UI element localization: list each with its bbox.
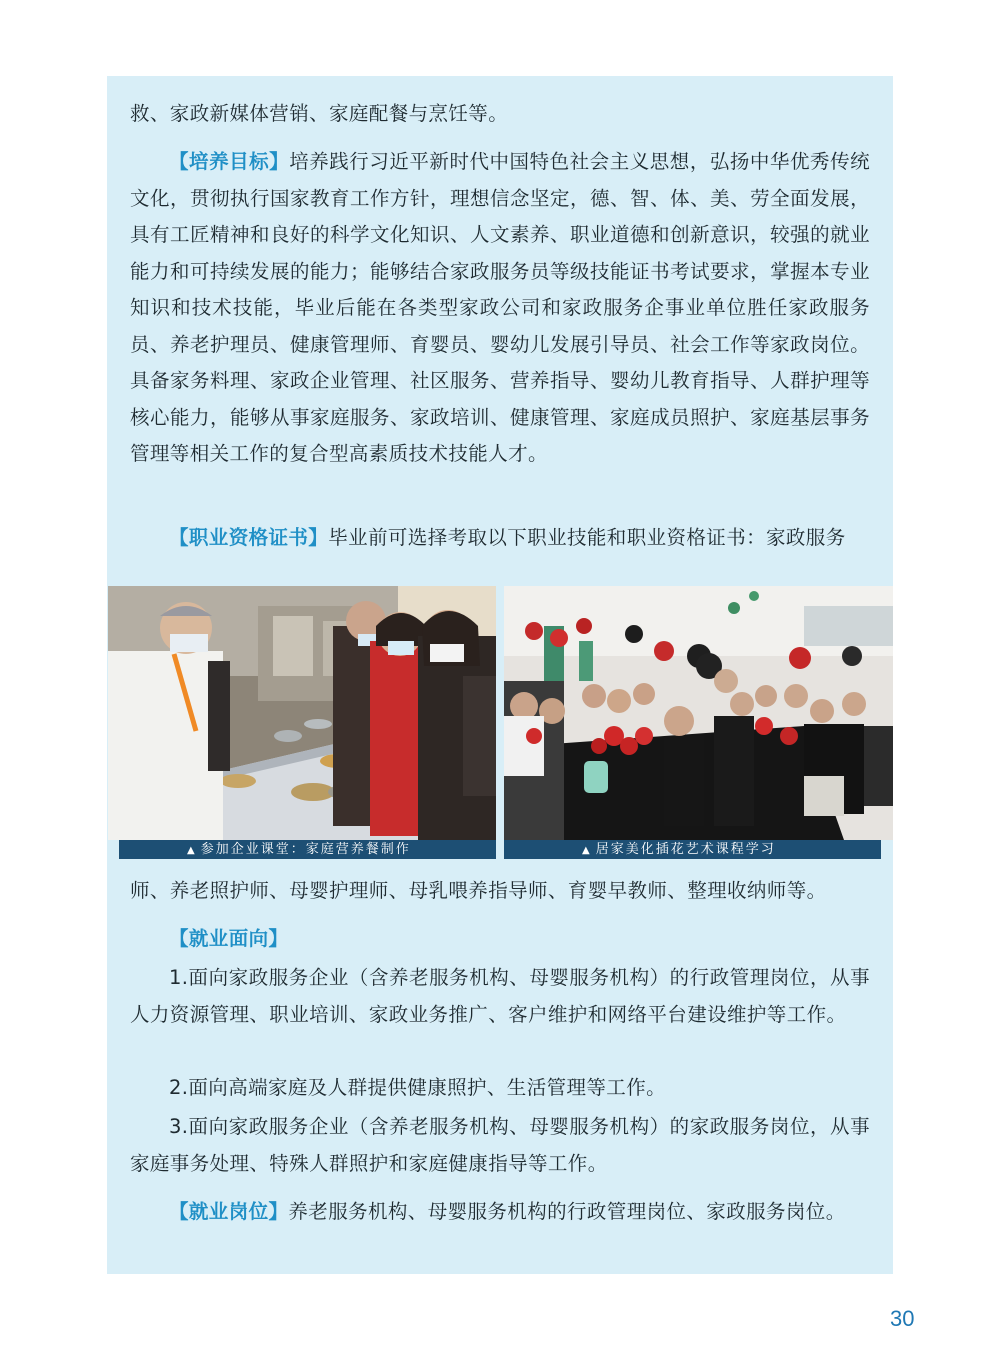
training-goal-paragraph: [130, 144, 870, 473]
certificate-text-before: 毕业前可选择考取以下职业技能和职业资格证书：家政服务: [328, 526, 846, 549]
employment-item-1: 1.面向家政服务企业（含养老服务机构、母婴服务机构）的行政管理岗位，从事人力资源管理、职业培训、家政业务推广、客户维护和网络平台建设维护等工作。: [130, 966, 870, 1026]
certificate-heading: 【职业资格证书】: [169, 526, 329, 549]
employment-item-3: 3.面向家政服务企业（含养老服务机构、母婴服务机构）的家政服务岗位，从事家庭事务处理、特殊人群照护和家庭健康指导等工作。: [130, 1115, 870, 1175]
employment-heading-paragraph: [130, 921, 870, 958]
photo-flower-caption-text: 居家美化插花艺术课程学习: [595, 842, 776, 857]
training-goal-heading: 【培养目标】: [169, 150, 290, 173]
employment-item-2: 2.面向高端家庭及人群提供健康照护、生活管理等工作。: [169, 1076, 667, 1099]
positions-text: 养老服务机构、母婴服务机构的行政管理岗位、家政服务岗位。: [288, 1200, 846, 1223]
page-number: 30: [890, 1306, 915, 1331]
photo-cooking-caption: [119, 840, 496, 859]
certificate-continuation: 师、养老照护师、母婴护理师、母乳喂养指导师、育婴早教师、整理收纳师等。: [130, 879, 827, 902]
photo-flower-caption: [504, 840, 881, 859]
photo-cooking-caption-text: 参加企业课堂：家庭营养餐制作: [200, 842, 411, 857]
triangle-marker-icon: ▲: [582, 845, 590, 856]
intro-line: 救、家政新媒体营销、家庭配餐与烹饪等。: [130, 102, 509, 125]
photo-cooking-class: [108, 586, 496, 840]
positions-heading: 【就业岗位】: [169, 1200, 289, 1223]
triangle-marker-icon: ▲: [187, 845, 195, 856]
training-goal-text: 培养践行习近平新时代中国特色社会主义思想，弘扬中华优秀传统文化，贯彻执行国家教育工作方针，理想信念坚定，德、智、体、美、劳全面发展，具有工匠精神和良好的科学文化知识、人文素养、职业道德和创新意识，较强的就业能力和可持续发展的能力；能够结合家政服务员等级技能证书考试要求，掌握本专业知识和技术技能，毕业后能在各类型家政公司和家政服务企事业单位胜任家政服务员、养老护理员、健康管理师、育婴员、婴幼儿发展引导员、社会工作等家政岗位。具备家务料理、家政企业管理、社区服务、营养指导、婴幼儿教育指导、人群护理等核心能力，能够从事家庭服务、家政培训、健康管理、家庭成员照护、家庭基层事务管理等相关工作的复合型高素质技术技能人才。: [130, 150, 870, 465]
positions-paragraph: [130, 1194, 870, 1231]
employment-heading: 【就业面向】: [169, 927, 289, 950]
photo-flower-class: [504, 586, 893, 840]
certificate-paragraph: [130, 520, 870, 557]
